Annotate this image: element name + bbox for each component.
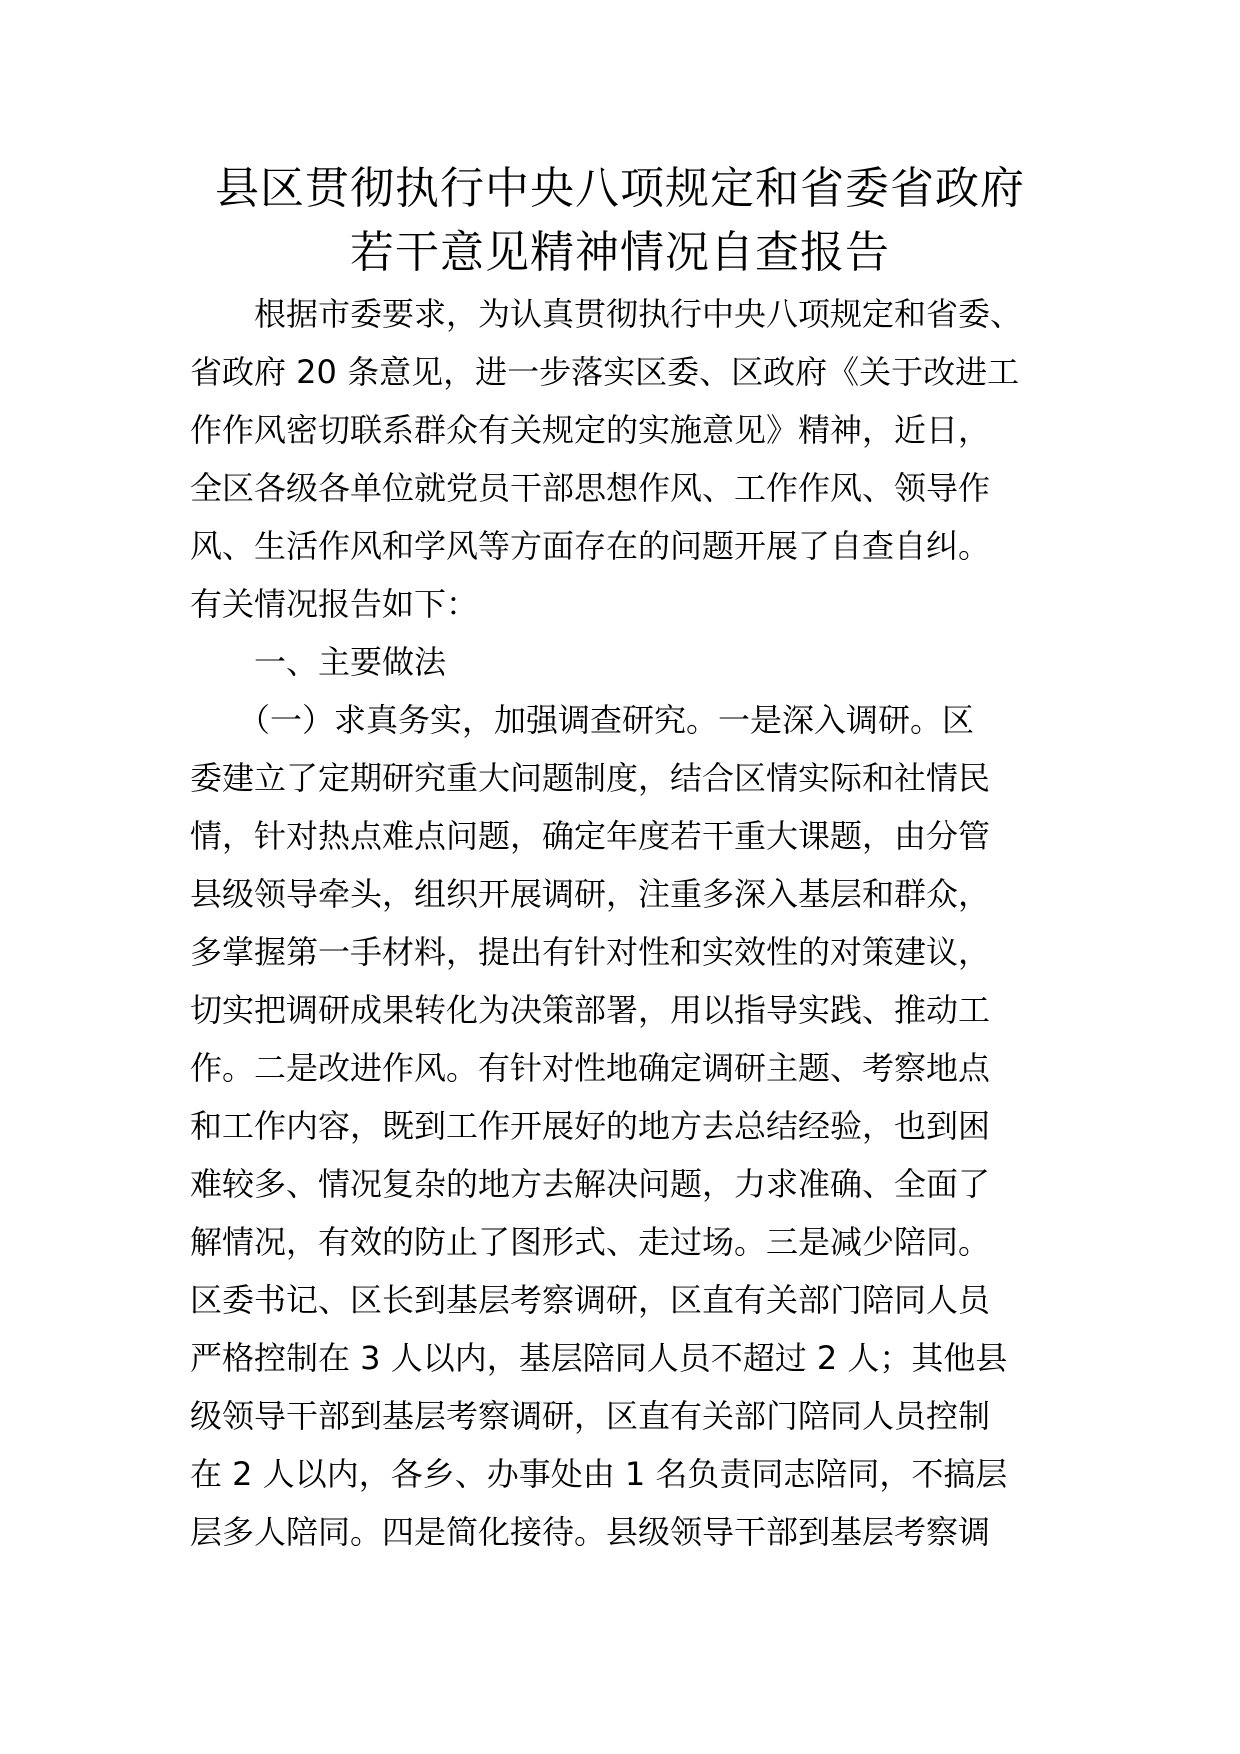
- document-title-line-2: 若干意见精神情况自查报告: [350, 227, 890, 278]
- body-line-12: 多掌握第一手材料，提出有针对性和实效性的对策建议，: [190, 933, 991, 971]
- body-line-16: 难较多、情况复杂的地方去解决问题，力求准确、全面了: [190, 1165, 991, 1203]
- body-line-20: 级领导干部到基层考察调研，区直有关部门陪同人员控制: [190, 1397, 991, 1435]
- body-line-6: 有关情况报告如下：: [190, 585, 479, 623]
- body-line-22: 层多人陪同。四是简化接待。县级领导干部到基层考察调: [190, 1513, 991, 1551]
- body-line-21: 在 2 人以内，各乡、办事处由 1 名负责同志陪同，不搞层: [190, 1455, 1008, 1493]
- body-line-3: 作作风密切联系群众有关规定的实施意见》精神，近日，: [190, 411, 991, 449]
- body-line-14: 作。二是改进作风。有针对性地确定调研主题、考察地点: [190, 1049, 991, 1087]
- document-title-line-1: 县区贯彻执行中央八项规定和省委省政府: [215, 163, 1025, 214]
- body-line-13: 切实把调研成果转化为决策部署，用以指导实践、推动工: [190, 991, 991, 1029]
- body-line-9: 委建立了定期研究重大问题制度，结合区情实际和社情民: [190, 759, 991, 797]
- body-line-17: 解情况，有效的防止了图形式、走过场。三是减少陪同。: [190, 1223, 991, 1261]
- section-heading: 一、主要做法: [190, 643, 447, 681]
- body-line-4: 全区各级各单位就党员干部思想作风、工作作风、领导作: [190, 469, 991, 507]
- body-line-18: 区委书记、区长到基层考察调研，区直有关部门陪同人员: [190, 1281, 991, 1319]
- body-line-1: 根据市委要求，为认真贯彻执行中央八项规定和省委、: [190, 295, 1023, 333]
- body-line-2: 省政府 20 条意见，进一步落实区委、区政府《关于改进工: [190, 353, 1020, 391]
- body-line-8: （一）求真务实，加强调查研究。一是深入调研。区: [190, 701, 975, 739]
- body-line-19: 严格控制在 3 人以内，基层陪同人员不超过 2 人；其他县: [190, 1339, 1008, 1377]
- body-line-5: 风、生活作风和学风等方面存在的问题开展了自查自纠。: [190, 527, 991, 565]
- body-line-11: 县级领导牵头，组织开展调研，注重多深入基层和群众，: [190, 875, 991, 913]
- body-line-15: 和工作内容，既到工作开展好的地方去总结经验，也到困: [190, 1107, 991, 1145]
- body-line-10: 情，针对热点难点问题，确定年度若干重大课题，由分管: [190, 817, 991, 855]
